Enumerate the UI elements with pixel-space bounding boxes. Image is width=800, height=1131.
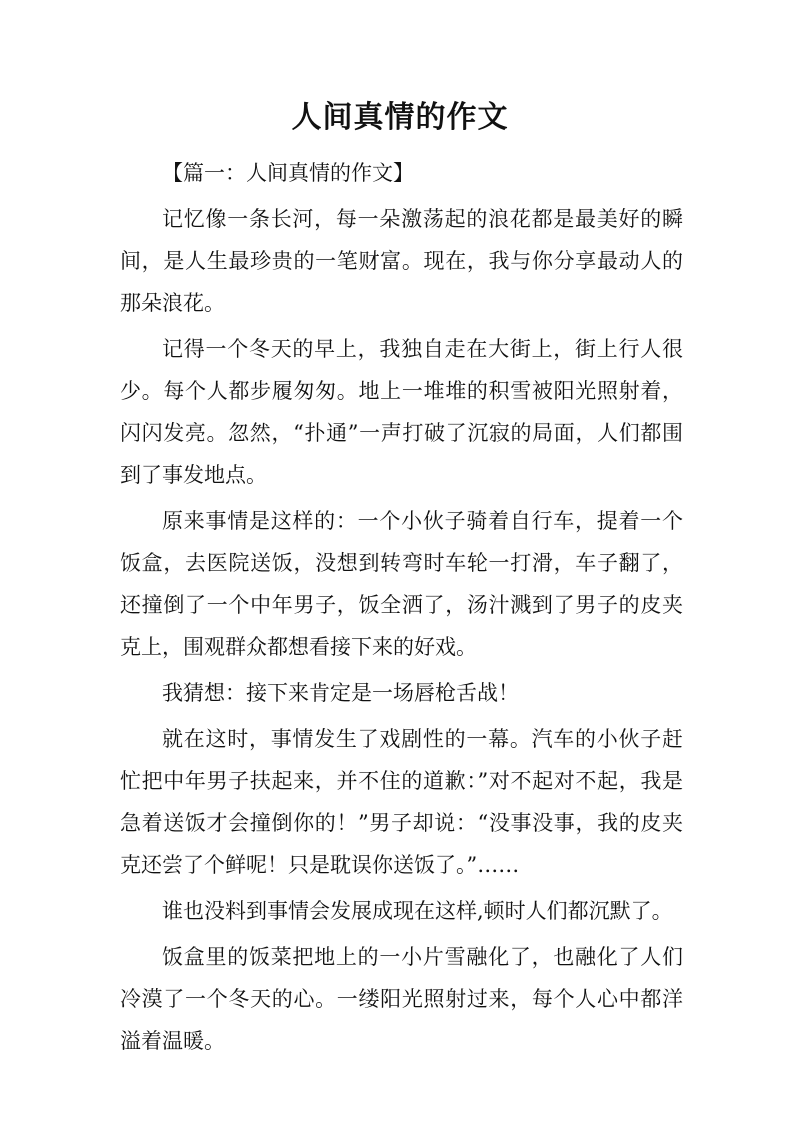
paragraph-2: 记得一个冬天的早上，我独自走在大街上，街上行人很少。每个人都步履匆匆。地上一堆堆的积雪被阳光照射着，闪闪发亮。忽然，“扑通”一声打破了沉寂的局面，人们都围到了事发地点。 [120,337,683,487]
page-title: 人间真情的作文 [291,100,509,135]
paragraph-3: 原来事情是这样的：一个小伙子骑着自行车，提着一个饭盒，去医院送饭，没想到转弯时车轮一打滑，车子翻了，还撞倒了一个中年男子，饭全洒了，汤汁溅到了男子的皮夹克上，围观群众都想看接下来的好戏。 [120,509,683,659]
section-heading: 【篇一：人间真情的作文】 [162,161,414,185]
paragraph-5: 就在这时，事情发生了戏剧性的一幕。汽车的小伙子赶忙把中年男子扶起来，并不住的道歉：”对不起对不起，我是急着送饭才会撞倒你的！”男子却说：“没事没事，我的皮夹克还尝了个鲜呢！只是耽误你送饭了。”…… [120,727,683,877]
paragraph-7: 饭盒里的饭菜把地上的一小片雪融化了，也融化了人们冷漠了一个冬天的心。一缕阳光照射过来，每个人心中都洋溢着温暖。 [120,945,683,1053]
paragraph-6: 谁也没料到事情会发展成现在这样,顿时人们都沉默了。 [162,899,673,923]
essay-body [120,152,683,1066]
paragraph-4: 我猜想：接下来肯定是一场唇枪舌战！ [162,681,519,705]
paragraph-1: 记忆像一条长河，每一朵激荡起的浪花都是最美好的瞬间，是人生最珍贵的一笔财富。现在，我与你分享最动人的那朵浪花。 [120,207,683,315]
